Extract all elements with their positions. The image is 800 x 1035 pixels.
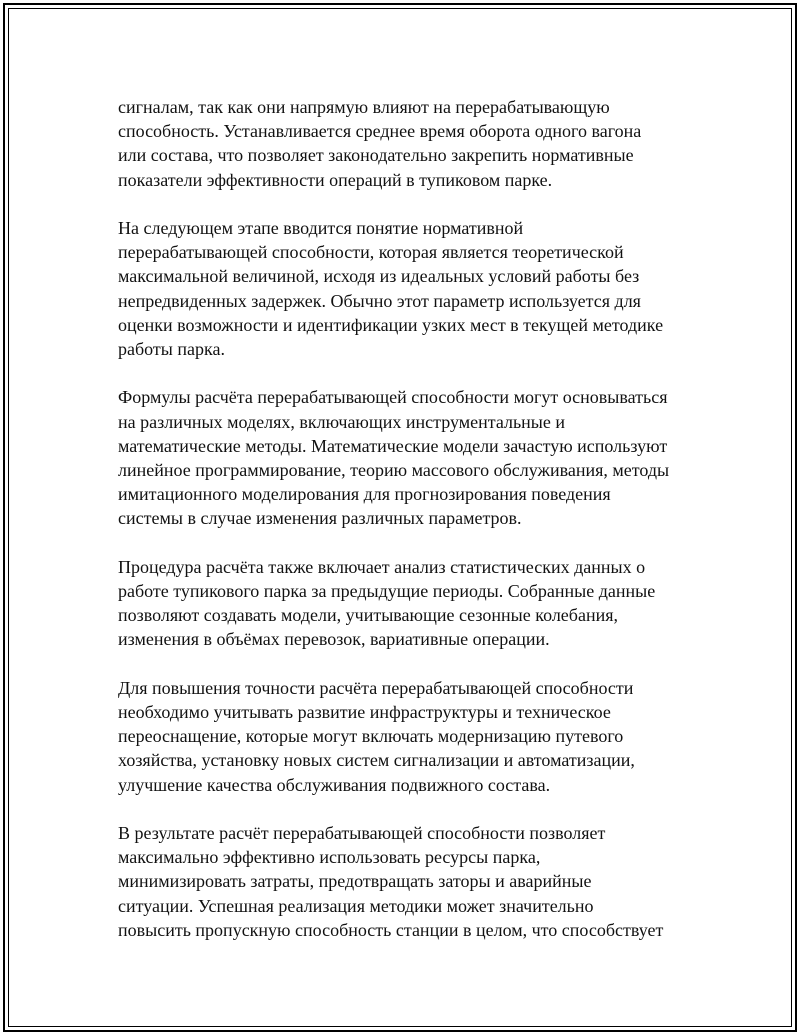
- text-line: математические методы. Математические модели зачастую используют: [118, 435, 668, 456]
- text-line: Формулы расчёта перерабатывающей способности могут основываться: [118, 387, 668, 408]
- paragraph-2: [118, 216, 698, 361]
- text-line: максимально эффективно использовать ресурсы парка,: [118, 847, 541, 868]
- text-line: оценки возможности и идентификации узких мест в текущей методике: [118, 314, 664, 335]
- text-line: линейное программирование, теорию массового обслуживания, методы: [118, 460, 670, 481]
- text-line: Процедура расчёта также включает анализ статистических данных о: [118, 556, 646, 577]
- text-line: перерабатывающей способности, которая является теоретической: [118, 242, 624, 263]
- text-line: На следующем этапе вводится понятие нормативной: [118, 218, 524, 238]
- paragraph-6: [118, 821, 698, 942]
- text-line: повысить пропускную способность станции в целом, что способствует: [118, 919, 664, 940]
- paragraph-5: [118, 676, 698, 797]
- text-line: необходимо учитывать развитие инфраструктуры и техническое: [118, 702, 611, 723]
- text-line: работы парка.: [118, 339, 225, 360]
- paragraph-4: [118, 555, 698, 652]
- text-line: В результате расчёт перерабатывающей способности позволяет: [118, 823, 606, 844]
- text-line: максимальной величиной, исходя из идеальных условий работы без: [118, 266, 640, 287]
- text-line: непредвиденных задержек. Обычно этот параметр используется для: [118, 290, 641, 311]
- text-line: или состава, что позволяет законодательно закрепить нормативные: [118, 145, 634, 166]
- text-line: улучшение качества обслуживания подвижного состава.: [118, 774, 551, 795]
- text-line: работе тупикового парка за предыдущие периоды. Собранные данные: [118, 581, 656, 602]
- text-line: имитационного моделирования для прогнозирования поведения: [118, 484, 611, 505]
- paragraph-1: [118, 95, 698, 192]
- text-line: хозяйства, установку новых систем сигнализации и автоматизации,: [118, 750, 635, 771]
- text-line: Для повышения точности расчёта перерабатывающей способности: [118, 677, 634, 698]
- document-body: [118, 95, 698, 966]
- text-line: изменения в объёмах перевозок, вариативные операции.: [118, 629, 550, 650]
- text-line: переоснащение, которые могут включать модернизацию путевого: [118, 726, 624, 747]
- text-line: системы в случае изменения различных параметров.: [118, 508, 522, 529]
- text-line: позволяют создавать модели, учитывающие сезонные колебания,: [118, 605, 618, 626]
- text-line: показатели эффективности операций в тупиковом парке.: [118, 169, 553, 190]
- text-line: сигналам, так как они напрямую влияют на перерабатывающую: [118, 97, 610, 117]
- text-line: на различных моделях, включающих инструментальные и: [118, 411, 566, 432]
- text-line: ситуации. Успешная реализация методики может значительно: [118, 895, 594, 916]
- text-line: способность. Устанавливается среднее время оборота одного вагона: [118, 121, 642, 142]
- paragraph-3: [118, 385, 698, 530]
- text-line: минимизировать затраты, предотвращать заторы и аварийные: [118, 871, 592, 892]
